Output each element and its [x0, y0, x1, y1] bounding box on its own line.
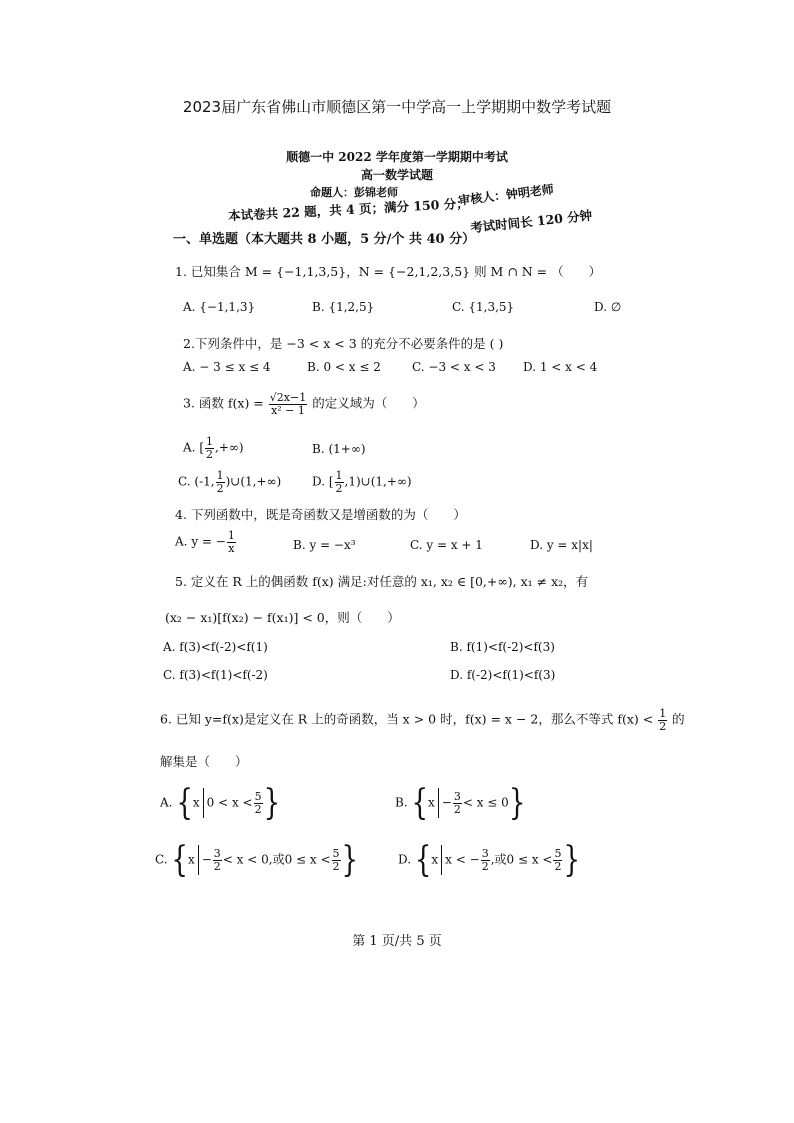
set-bar [441, 845, 442, 875]
question-3 [183, 392, 425, 416]
question-2: 2.下列条件中，是 −3 < x < 3 的充分不必要条件的是 ( ) [183, 336, 504, 351]
q4-option-b: B. y = −x³ [293, 538, 356, 552]
q6-option-a [160, 782, 281, 824]
q6-option-b [395, 782, 526, 824]
q6-d-label: D. [398, 852, 412, 867]
q2-option-c: C. −3 < x < 3 [412, 360, 496, 374]
q6-d-var: x [431, 852, 439, 867]
q3-option-b: B. (1+∞) [312, 442, 366, 456]
q6-d-post: ,或0 ≤ x < [490, 852, 553, 867]
q6-d-den: 2 [481, 859, 489, 873]
q3-denominator: x² − 1 [271, 403, 305, 417]
q5-option-a: A. f(3)<f(-2)<f(1) [163, 640, 268, 654]
q6-c-num: 3 [213, 846, 221, 860]
left-brace: { [171, 839, 188, 881]
q6-b-den: 2 [453, 802, 461, 816]
q6-c-num2: 5 [332, 846, 340, 860]
question-6 [160, 708, 685, 732]
q6-b-mid: − [441, 795, 452, 810]
right-brace: } [263, 782, 281, 824]
q3-numerator: √2x−1 [269, 391, 307, 404]
q6-text: 6. 已知 y=f(x)是定义在 R 上的奇函数，当 x > 0 时，f(x) = x − 2，那么不等式 f(x) < [160, 711, 654, 727]
q6-b-var: x [428, 795, 435, 810]
q6-d-mid: x < − [445, 852, 480, 867]
q3-a-label: A. [183, 440, 196, 455]
q4-a-label: A. [175, 534, 188, 549]
q1-option-c: C. {1,3,5} [452, 300, 515, 314]
q1-option-b: B. {1,2,5} [312, 300, 375, 314]
q6-num: 1 [659, 707, 667, 720]
q6-den: 2 [659, 719, 667, 733]
q4-a-num: 1 [227, 529, 235, 542]
q5-option-b: B. f(1)<f(-2)<f(3) [450, 640, 555, 654]
q6-c-label: C. [155, 852, 168, 867]
q6-fraction [658, 708, 667, 732]
q3-fraction [269, 392, 307, 416]
q3-d-label: D. [312, 474, 326, 489]
q6-a-num: 5 [254, 789, 262, 803]
q6-b-label: B. [395, 795, 408, 810]
q3-d-post: ,1)∪(1,+∞) [344, 474, 412, 489]
q4-option-d: D. y = x|x| [530, 538, 593, 552]
question-1: 1. 已知集合 M = {−1,1,3,5}，N = {−2,1,2,3,5} 则 M ∩ N = （ ） [175, 264, 602, 279]
document-title: 2023届广东省佛山市顺德区第一中学高一上学期期中数学考试题 [182, 98, 612, 116]
q6-a-label: A. [160, 795, 173, 810]
q3-tail: 的定义域为（ ） [312, 395, 425, 411]
q3-option-d [312, 470, 412, 494]
set-bar [203, 788, 204, 818]
q4-a-fraction [227, 530, 236, 554]
info-line: 本试卷共 22 题，共 4 页；满分 150 分； [227, 195, 470, 224]
q3-d-pre: [ [328, 474, 334, 489]
set-bar [438, 788, 439, 818]
q3-c-pre: (-1, [194, 474, 215, 489]
q6-c-den2: 2 [332, 859, 340, 873]
q6-c-fraction-2 [332, 848, 341, 872]
q3-c-label: C. [178, 474, 191, 489]
q3-label: 3. 函数 [183, 395, 224, 411]
q3-a-pre: [ [199, 440, 204, 455]
question-4: 4. 下列函数中，既是奇函数又是增函数的为（ ） [175, 507, 466, 522]
q6-option-d [398, 839, 581, 881]
q6-a-fraction [254, 791, 263, 815]
left-brace: { [411, 782, 429, 824]
section-heading: 一、单选题（本大题共 8 小题，5 分/个 共 40 分） [173, 232, 476, 247]
q3-d-den: 2 [335, 481, 343, 495]
q4-option-c: C. y = x + 1 [410, 538, 483, 552]
q3-function: f(x) = [227, 395, 264, 411]
q6-b-post: < x ≤ 0 [462, 795, 509, 810]
q3-option-c [178, 470, 281, 494]
q6-d-fraction [481, 848, 490, 872]
q3-a-post: ,+∞) [215, 440, 244, 455]
left-brace: { [176, 782, 193, 824]
q3-c-fraction [216, 470, 225, 494]
q6-c-mid: − [201, 852, 212, 867]
q6-a-den: 2 [254, 802, 262, 816]
q5-option-d: D. f(-2)<f(1)<f(3) [450, 668, 556, 682]
q6-d-num2: 5 [554, 846, 562, 860]
q6-c-fraction [213, 848, 222, 872]
time-line: 考试时间长 120 分钟 [469, 207, 593, 236]
reviewer-line: 审核人：钟明老师 [457, 182, 555, 208]
q6-b-num: 3 [453, 789, 461, 803]
q6-text-end: 的 [672, 711, 685, 727]
q6-c-var: x [187, 852, 195, 867]
set-bar [198, 845, 199, 875]
q6-a-var: x [192, 795, 200, 810]
q6-answer-prompt: 解集是（ ） [160, 754, 248, 769]
q1-option-a: A. {−1,1,3} [183, 300, 256, 314]
q3-c-num: 1 [216, 469, 224, 482]
q2-option-d: D. 1 < x < 4 [523, 360, 598, 374]
q3-d-fraction [335, 470, 344, 494]
q4-a-pre: y = − [191, 534, 226, 549]
q3-c-post: )∪(1,+∞) [225, 474, 282, 489]
q5-option-c: C. f(3)<f(1)<f(-2) [163, 668, 268, 682]
q2-option-b: B. 0 < x ≤ 2 [307, 360, 381, 374]
q3-c-den: 2 [216, 481, 224, 495]
q6-a-mid: 0 < x < [206, 795, 253, 810]
q3-a-num: 1 [206, 435, 213, 448]
q6-d-num: 3 [481, 846, 489, 860]
page-footer: 第 1 页/共 5 页 [352, 934, 442, 949]
q6-d-den2: 2 [554, 859, 562, 873]
q6-b-fraction [453, 791, 462, 815]
q4-option-a [175, 530, 237, 554]
q5-condition: (x₂ − x₁)[f(x₂) − f(x₁)] < 0，则（ ） [165, 610, 400, 625]
q3-option-a [183, 436, 244, 460]
q4-a-den: x [228, 541, 235, 555]
exam-title: 顺德一中 2022 学年度第一学期期中考试 [286, 150, 508, 164]
q3-a-fraction [205, 436, 214, 460]
right-brace: } [508, 782, 526, 824]
left-brace: { [414, 839, 432, 881]
q3-a-den: 2 [206, 447, 213, 461]
q2-option-a: A. − 3 ≤ x ≤ 4 [183, 360, 271, 374]
q1-option-d: D. ∅ [594, 300, 622, 314]
q6-option-c [155, 839, 359, 881]
q6-c-den: 2 [213, 859, 221, 873]
right-brace: } [341, 839, 359, 881]
q6-c-post: < x < 0,或0 ≤ x < [222, 852, 331, 867]
right-brace: } [563, 839, 581, 881]
q6-d-fraction-2 [553, 848, 562, 872]
subject-title: 高一数学试题 [360, 168, 433, 182]
q3-d-num: 1 [335, 469, 343, 482]
author-line: 命题人：彭锦老师 [310, 186, 398, 199]
question-5: 5. 定义在 R 上的偶函数 f(x) 满足:对任意的 x₁, x₂ ∈ [0,+∞), x₁ ≠ x₂，有 [175, 574, 589, 589]
